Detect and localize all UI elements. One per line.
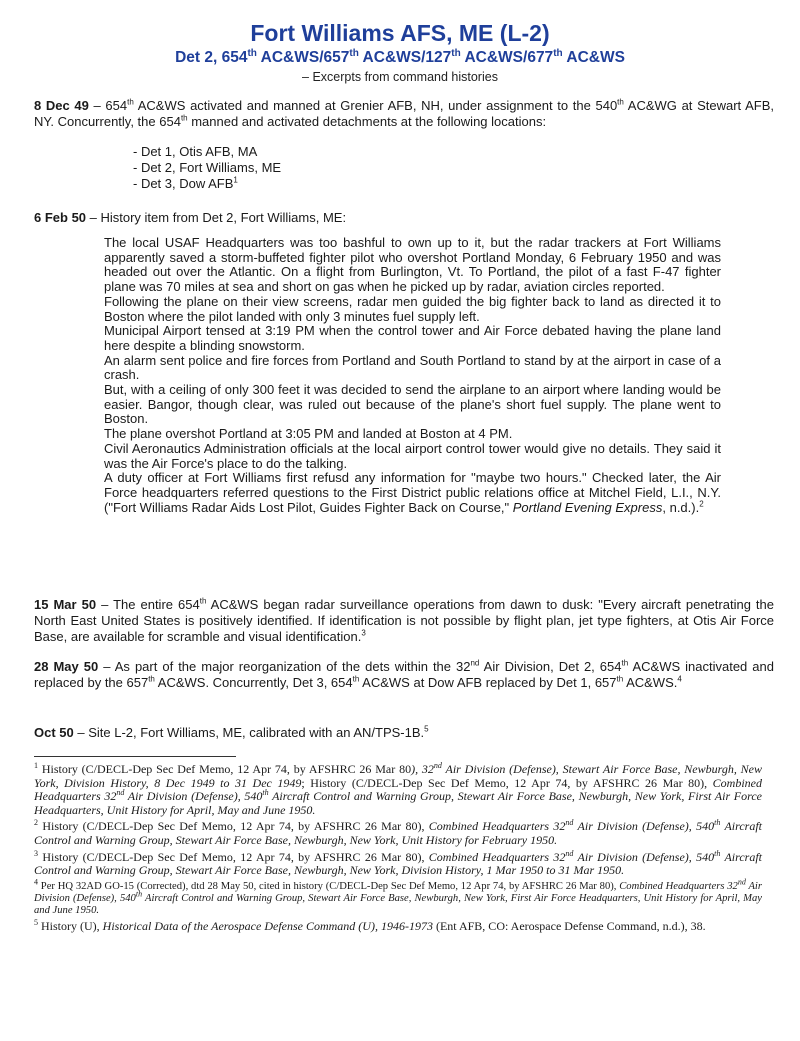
footnote-text: History (U), [38,919,103,934]
quote-paragraph: Municipal Airport tensed at 3:19 PM when the control tower and Air Force debated having the plane land here despite a blinding snowstorm. [104,323,721,353]
quoted-history-item [104,236,721,515]
footnote-italic: Aircraft Control and Warning Group, Stewart Air Force Base, Newburgh, New York, First Air Force Headquarters, Unit History for April, May and June 1950. [34,892,762,917]
footnote-ref: 3 [361,628,366,638]
footnote-text: ; History (C/DECL-Dep Sec Def Memo, 12 Apr 74, by AFSHRC 26 Mar 80), [301,775,713,790]
footnote-sup: nd [116,788,125,798]
entry-sup: th [127,97,134,107]
footnote-text: History (C/DECL-Dep Sec Def Memo, 12 Apr 74, by AFSHRC 26 Mar 80 [38,762,412,776]
footnote-italic: Air Division (Defense), 540 [573,849,715,864]
entry-sup: nd [470,658,480,668]
footnote-5 [34,920,762,934]
entry-date: 28 May 50 [34,659,99,674]
entry-text: – The entire 654 [96,597,200,612]
footnote-sup: nd [433,761,442,770]
footnote-sup: th [262,788,269,798]
footnote-sup: nd [565,848,574,858]
footnote-4 [34,877,762,918]
entry-sup: th [617,97,624,107]
entry-sup: th [199,596,207,606]
footnote-number: 1 [34,761,38,770]
footnote-italic: Aircraft Control and Warning Group, Stewart Air Force Base, Newburgh, New York, Division History, 1 Mar 1950 to 31 Mar 1950. [34,849,763,878]
entry-date: 8 Dec 49 [34,98,89,113]
footnote-number: 5 [34,918,38,928]
footnotes [34,763,762,937]
footnote-sup: th [714,848,721,858]
quote-paragraph: An alarm sent police and fire forces from Portland and South Portland to stand by at the airport in case of a crash. [104,352,721,383]
history-entry-15-mar-50 [34,597,774,645]
entry-text: AC&WS. Concurrently, Det 3, 654 [154,675,353,690]
entry-sup: th [148,674,155,684]
footnote-sup: nd [565,818,574,828]
excerpts-note: – Excerpts from command histories [302,70,498,84]
entry-text: – History item from Det 2, Fort Williams, ME: [86,210,347,225]
entry-text: Air Division, Det 2, 654 [479,659,622,674]
footnote-italic: Historical Data of the Aerospace Defense Command (U), 1946-1973 [102,919,433,934]
footnote-ref: 5 [424,724,429,734]
footnote-italic: Aircraft Control and Warning Group, Stewart Air Force Base, Newburgh, New York, Unit History for February 1950. [34,819,763,847]
footnote-italic: Combined Headquarters 32 [34,775,762,804]
detachment-list [133,144,281,192]
list-item: - Det 2, Fort Williams, ME [133,160,282,175]
entry-sup: th [616,674,624,684]
footnote-sup: th [714,818,721,828]
subtitle-text: AC&WS/657 [256,49,350,66]
footnote-1 [34,763,762,817]
footnote-sup: th [135,889,143,899]
subtitle-text: AC&WS [562,49,625,66]
quote-paragraph: Civil Aeronautics Administration officials at the local airport control tower would give no details. They said it was the Air Force's place to do the talking. [104,440,721,471]
entry-text: AC&WG at Stewart AFB, NY. Concurrently, the 654 [34,98,774,129]
footnote-text: History (C/DECL-Dep Sec Def Memo, 12 Apr 74, by AFSHRC 26 Mar 80), [38,819,429,834]
footnote-sup: nd [737,877,746,887]
footnote-divider [34,756,236,757]
footnote-ref: 1 [233,175,238,185]
footnote-2 [34,820,762,847]
history-entry-28-may-50 [34,659,774,691]
quote-paragraph: Following the plane on their view screens, radar men guided the big fighter back to land as directed it to Boston where the pilot landed with only 3 minutes fuel supply left. [104,293,721,324]
entry-text: AC&WS at Dow AFB replaced by Det 1, 657 [359,675,617,690]
subtitle-text: Det 2, 654 [175,49,248,66]
footnote-text: History (C/DECL-Dep Sec Def Memo, 12 Apr 74, by AFSHRC 26 Mar 80), [38,849,429,864]
quote-source-title: Portland Evening Express [512,499,663,515]
entry-text: AC&WS activated and manned at Grenier AFB, NH, under assignment to the 540 [133,98,618,113]
footnote-italic: Combined Headquarters 32 [428,819,566,834]
subtitle-text: AC&WS/677 [460,49,554,66]
footnote-italic: ), 32 [411,762,434,776]
page-title: Fort Williams AFS, ME (L-2) [250,20,550,46]
quote-paragraph: But, with a ceiling of only 300 feet it was decided to send the airplane to an airport where landing would be easier. Bangor, though clear, was ruled out because of the plane's short fuel supply. The plane went to Boston. [104,382,721,427]
list-item: - Det 1, Otis AFB, MA [133,144,258,159]
entry-text: – As part of the major reorganization of the dets within the 32 [98,659,471,674]
footnote-number: 4 [34,877,38,887]
entry-date: 15 Mar 50 [34,597,97,612]
footnote-italic: Air Division (Defense), 540 [34,880,762,904]
footnote-text: (Ent AFB, CO: Aerospace Defense Command, n.d.), 38. [432,919,706,934]
history-entry-oct-50 [34,725,774,741]
history-entry-8-dec-49 [34,98,774,130]
footnote-ref: 2 [699,499,704,509]
footnote-italic: Air Division (Defense), Stewart Air Force Base, Newburgh, New York, Division History, 8 Dec 1949 to 31 Dec 1949 [34,762,762,790]
subtitle-sup: th [349,47,359,59]
footnote-ref: 4 [677,674,682,684]
footnote-number: 2 [34,818,38,828]
footnote-italic: Air Division (Defense), 540 [573,819,715,834]
footnote-text: Per HQ 32AD GO-15 (Corrected), dtd 28 May 50, cited in history (C/DECL-Dep Sec Def Memo, 12 Apr 74, by AFSHRC 26 Mar 80), [38,880,620,892]
quote-text: A duty officer at Fort Williams first refusd any information for "maybe two hours." Checked later, the Air Force headquarters referred questions to the First District public relations office at Mitchel Field, L.I., N.Y. ("Fort Williams Radar Aids Lost Pilot, Guides Fighter Back on Course," [104,470,721,515]
footnote-number: 3 [34,848,38,858]
entry-date: Oct 50 [34,725,74,740]
entry-text: AC&WS. [623,675,678,690]
entry-text: manned and activated detachments at the following locations: [187,114,547,129]
footnote-italic: Air Division (Defense), 540 [124,789,263,804]
list-item [133,176,281,192]
entry-sup: th [621,658,629,668]
subtitle-sup: th [247,47,257,59]
entry-text: AC&WS inactivated and replaced by the 657 [34,659,774,690]
subtitle-sup: th [553,47,563,59]
subtitle-text: AC&WS/127 [358,49,452,66]
quote-text: , n.d.). [662,499,700,515]
quote-paragraph: The plane overshot Portland at 3:05 PM and landed at Boston at 4 PM. [104,426,513,442]
page-subtitle [0,49,800,67]
entry-sup: th [352,674,360,684]
footnote-italic: Aircraft Control and Warning Group, Stewart Air Force Base, Newburgh, New York, First Air Force Headquarters, Unit History for April, May and June 1950. [34,789,762,817]
entry-text: AC&WS began radar surveillance operations from dawn to dusk: "Every aircraft penetrating the North East United States is positively identified. If identification is not possible by flight plan, jet type fighters, at Otis Air Force Base, are available for scramble and visual identification. [34,597,775,644]
quote-paragraph: The local USAF Headquarters was too bashful to own up to it, but the radar trackers at Fort Williams apparently saved a storm-buffeted fighter pilot who overshot Portland Monday, 6 February 1950 and was headed out over the Atlantic. On a flight from Burlington, Vt. To Portland, the pilot of a fast F-47 fighter plane was 70 miles at sea and short on gas when he picked up by radar, aviation circles reported. [104,235,721,295]
footnote-italic: Combined Headquarters 32 [619,880,738,892]
history-entry-6-feb-50 [34,210,774,226]
footnote-italic: Combined Headquarters 32 [428,849,566,864]
list-item-text: - Det 3, Dow AFB [133,176,234,191]
entry-sup: th [180,113,188,123]
quote-paragraph [104,471,721,515]
entry-text: – Site L-2, Fort Williams, ME, calibrated with an AN/TPS-1B. [73,725,425,740]
footnote-3 [34,848,763,878]
entry-date: 6 Feb 50 [34,210,87,225]
entry-text: – 654 [88,98,128,113]
subtitle-sup: th [451,47,461,59]
